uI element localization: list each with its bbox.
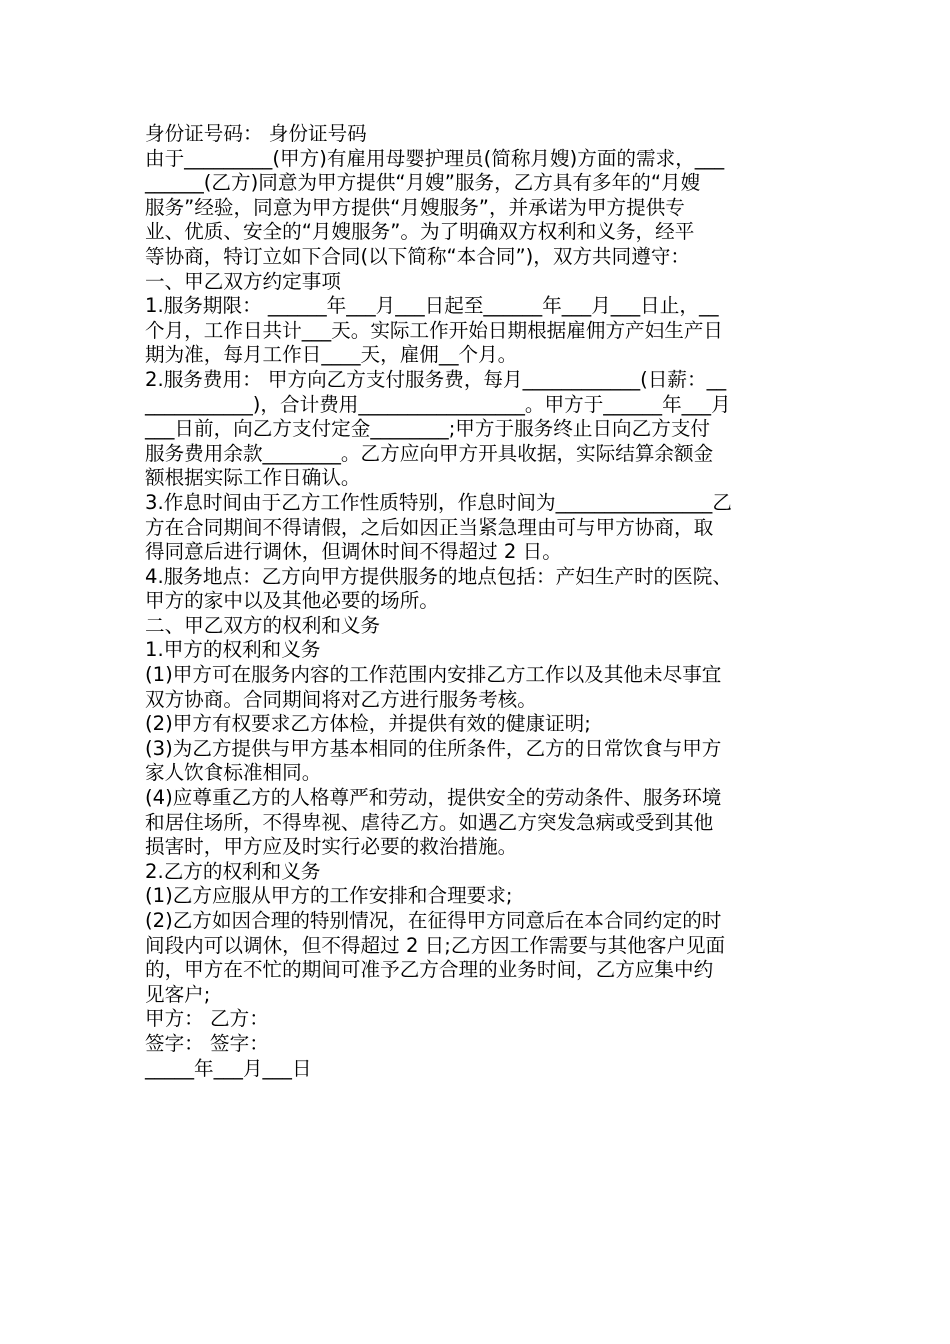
section-heading-1: 一、甲乙双方约定事项	[145, 269, 341, 293]
work-hours-line-2: 方在合同期间不得请假，之后如因正当紧急理由可与甲方协商，取	[145, 515, 714, 539]
party-a-item-4-line-2: 和居住场所，不得卑视、虐待乙方。如遇乙方突发急病或受到其他	[145, 810, 714, 834]
service-fee-line-4: 服务费用余款________。乙方应向甲方开具收据，实际结算余额金	[145, 441, 714, 465]
service-fee-line-3: ___日前，向乙方支付定金________;甲方于服务终止日向乙方支付	[145, 417, 711, 441]
intro-line-3: 服务”经验，同意为甲方提供“月嫂服务”，并承诺为甲方提供专	[145, 195, 685, 219]
intro-line-1: 由于_________(甲方)有雇用母婴护理员(简称月嫂)方面的需求，___	[145, 146, 725, 170]
party-b-item-2-line-2: 间段内可以调休，但不得超过 2 日;乙方因工作需要与其他客户见面	[145, 933, 726, 957]
service-period-line-2: 个月，工作日共计___天。实际工作开始日期根据雇佣方产妇生产日	[145, 318, 724, 342]
signature-parties: 甲方： 乙方：	[145, 1007, 269, 1031]
party-b-item-2-line-4: 见客户;	[145, 982, 211, 1006]
party-b-item-1: (1)乙方应服从甲方的工作安排和合理要求;	[145, 884, 513, 908]
document-body	[145, 122, 825, 1081]
service-fee-line-1: 2.服务费用： 甲方向乙方支付服务费，每月____________(日薪：__	[145, 367, 727, 391]
signature-date: _____年___月___日	[145, 1056, 312, 1080]
service-location-line-1: 4.服务地点：乙方向甲方提供服务的地点包括：产妇生产时的医院、	[145, 564, 732, 588]
service-period-line-1: 1.服务期限： ______年___月___日起至______年___月___日止，__	[145, 294, 719, 318]
intro-line-2: ______(乙方)同意为甲方提供“月嫂”服务，乙方具有多年的“月嫂	[145, 171, 701, 195]
service-location-line-2: 甲方的家中以及其他必要的场所。	[145, 589, 439, 613]
party-b-heading: 2.乙方的权利和义务	[145, 859, 321, 883]
party-a-item-4-line-1: (4)应尊重乙方的人格尊严和劳动，提供安全的劳动条件、服务环境	[145, 786, 722, 810]
party-a-item-4-line-3: 损害时，甲方应及时实行必要的救治措施。	[145, 835, 518, 859]
intro-line-5: 等协商，特订立如下合同(以下简称“本合同”)，双方共同遵守：	[145, 244, 691, 268]
service-period-line-3: 期为准，每月工作日____天，雇佣__个月。	[145, 343, 518, 367]
section-heading-2: 二、甲乙双方的权利和义务	[145, 613, 381, 637]
work-hours-line-1: 3.作息时间由于乙方工作性质特别，作息时间为________________乙	[145, 490, 732, 514]
party-b-item-2-line-3: 的，甲方在不忙的期间可准予乙方合理的业务时间，乙方应集中约	[145, 958, 714, 982]
work-hours-line-3: 得同意后进行调休，但调休时间不得超过 2 日。	[145, 540, 562, 564]
party-a-item-3-line-2: 家人饮食标准相同。	[145, 761, 322, 785]
party-b-item-2-line-1: (2)乙方如因合理的特别情况，在征得甲方同意后在本合同约定的时	[145, 909, 722, 932]
party-a-item-1-line-1: (1)甲方可在服务内容的工作范围内安排乙方工作以及其他未尽事宜	[145, 663, 722, 687]
party-a-heading: 1.甲方的权利和义务	[145, 638, 321, 662]
service-fee-line-5: 额根据实际工作日确认。	[145, 466, 361, 490]
intro-line-4: 业、优质、安全的“月嫂服务”。为了明确双方权利和义务，经平	[145, 220, 695, 244]
service-fee-line-2: ___________)，合计费用_________________。甲方于______年___月	[145, 392, 731, 416]
id-number-line: 身份证号码： 身份证号码	[145, 122, 367, 145]
party-a-item-2: (2)甲方有权要求乙方体检，并提供有效的健康证明;	[145, 712, 591, 736]
party-a-item-1-line-2: 双方协商。合同期间将对乙方进行服务考核。	[145, 687, 537, 711]
signature-labels: 签字： 签字：	[145, 1031, 269, 1055]
party-a-item-3-line-1: (3)为乙方提供与甲方基本相同的住所条件，乙方的日常饮食与甲方	[145, 736, 722, 760]
